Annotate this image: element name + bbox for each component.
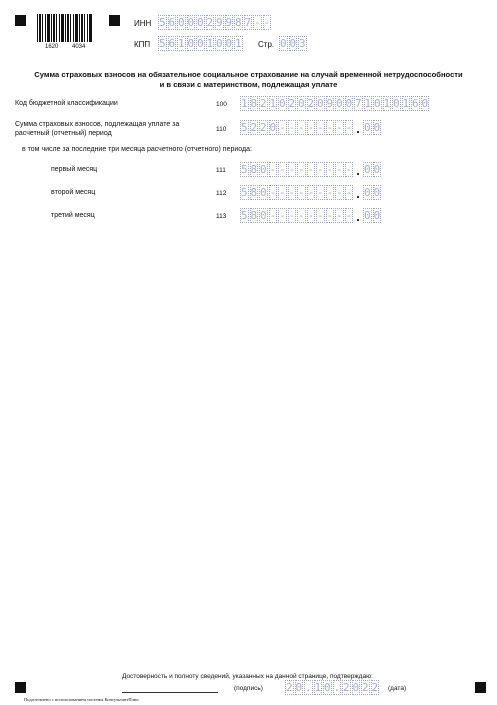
char-cell: 7 (244, 16, 252, 29)
char-cell: - (345, 186, 353, 199)
char-cell: 8 (250, 163, 258, 176)
char-cell: 0 (187, 37, 195, 50)
char-cell: 0 (323, 681, 331, 694)
month1-kopecks[interactable] (363, 162, 382, 177)
date-label: (дата) (388, 685, 407, 692)
month2-amount-field[interactable] (240, 185, 382, 200)
char-cell: - (345, 121, 353, 134)
corner-marker-top-mid (109, 15, 120, 26)
char-cell: 0 (259, 163, 267, 176)
total-rubles[interactable] (240, 120, 354, 135)
char-cell: 2 (206, 16, 214, 29)
char-cell: - (335, 163, 343, 176)
barcode (37, 14, 93, 42)
total-code: 110 (216, 126, 227, 133)
corner-marker-bottom-right (475, 682, 486, 693)
month2-kopecks[interactable] (363, 185, 382, 200)
char-cell: 2 (285, 681, 293, 694)
char-cell: - (278, 163, 286, 176)
char-cell: - (269, 163, 277, 176)
char-cell: 0 (363, 186, 371, 199)
char-cell: - (335, 186, 343, 199)
month1-code: 111 (216, 167, 226, 174)
char-cell: - (345, 163, 353, 176)
char-cell: 5 (240, 163, 248, 176)
char-cell: - (297, 209, 305, 222)
char-cell: 0 (196, 37, 204, 50)
char-cell: 9 (326, 97, 334, 110)
char-cell: 1 (402, 97, 410, 110)
month3-rubles[interactable] (240, 208, 354, 223)
char-cell: - (278, 121, 286, 134)
char-cell: 0 (269, 121, 277, 134)
total-amount-field[interactable] (240, 120, 382, 135)
month2-code: 112 (216, 190, 227, 197)
char-cell: 6 (168, 37, 176, 50)
char-cell: 0 (278, 97, 286, 110)
char-cell: - (288, 163, 296, 176)
char-cell: - (297, 186, 305, 199)
char-cell: - (326, 186, 334, 199)
char-cell: - (278, 209, 286, 222)
char-cell: - (326, 209, 334, 222)
char-cell: 5 (240, 209, 248, 222)
char-cell: 1 (206, 37, 214, 50)
month1-amount-field[interactable] (240, 162, 382, 177)
char-cell: 0 (373, 186, 381, 199)
char-cell: 2 (259, 121, 267, 134)
char-cell: 8 (250, 97, 258, 110)
kpp-field[interactable] (158, 36, 244, 51)
month3-code: 113 (216, 213, 227, 220)
kbk-label: Код бюджетной классификации (15, 100, 118, 107)
month1-label: первый месяц (51, 166, 98, 173)
char-cell: 0 (215, 37, 223, 50)
inn-label: ИНН (134, 19, 152, 28)
char-cell: 0 (316, 97, 324, 110)
char-cell: 2 (307, 97, 315, 110)
char-cell: - (278, 186, 286, 199)
char-cell: - (288, 209, 296, 222)
section-title: Сумма страховых взносов на обязательное социальное страхование на случай временной нетрудоспособности и в связи с материнством, подлежащая уплате (34, 70, 463, 89)
char-cell: 0 (297, 97, 305, 110)
char-cell: - (269, 209, 277, 222)
char-cell: - (316, 209, 324, 222)
char-cell: 1 (364, 97, 372, 110)
char-cell: 0 (335, 97, 343, 110)
month3-label: третий месяц (51, 212, 95, 219)
char-cell: 0 (363, 163, 371, 176)
decimal-point: . (356, 121, 360, 136)
page-label: Стр. (258, 40, 275, 49)
prepared-note: Подготовлено с использованием системы КонсультантПлюс (24, 697, 140, 702)
corner-marker-top-left (15, 15, 26, 26)
char-cell: 0 (196, 16, 204, 29)
char-cell: 0 (259, 186, 267, 199)
char-cell: 5 (158, 16, 166, 29)
char-cell: 0 (363, 209, 371, 222)
inn-field[interactable] (158, 15, 272, 30)
char-cell: 2 (250, 121, 258, 134)
char-cell: 2 (259, 97, 267, 110)
month3-amount-field[interactable] (240, 208, 382, 223)
char-cell: 0 (187, 16, 195, 29)
char-cell: - (269, 186, 277, 199)
barcode-number-left: 1620 (45, 44, 59, 50)
char-cell: 0 (392, 97, 400, 110)
char-cell: . (333, 681, 341, 694)
char-cell: - (288, 186, 296, 199)
date-field[interactable] (285, 680, 380, 695)
confirmation-text: Достоверность и полноту сведений, указанных на данной странице, подтверждаю: (122, 673, 373, 680)
char-cell: 7 (354, 97, 362, 110)
signature-label: (подпись) (234, 685, 263, 692)
char-cell: 8 (250, 209, 258, 222)
char-cell: - (307, 121, 315, 134)
char-cell: - (316, 163, 324, 176)
char-cell: 9 (215, 16, 223, 29)
char-cell: - (345, 209, 353, 222)
char-cell: . (304, 681, 312, 694)
month2-label: второй месяц (51, 189, 96, 196)
char-cell: 5 (240, 121, 248, 134)
char-cell: - (288, 121, 296, 134)
char-cell: 6 (411, 97, 419, 110)
total-kopecks[interactable] (363, 120, 382, 135)
char-cell: 0 (279, 37, 287, 50)
char-cell: - (326, 121, 334, 134)
char-cell: 0 (373, 209, 381, 222)
char-cell: 0 (373, 121, 381, 134)
char-cell: - (316, 186, 324, 199)
char-cell: 0 (259, 209, 267, 222)
char-cell: - (335, 121, 343, 134)
total-label-line2: расчетный (отчетный) период (15, 130, 112, 137)
total-label-line1: Сумма страховых взносов, подлежащая уплате за (15, 121, 180, 128)
month3-kopecks[interactable] (363, 208, 382, 223)
char-cell: 0 (421, 97, 429, 110)
char-cell: - (307, 163, 315, 176)
char-cell: 9 (225, 16, 233, 29)
signature-line[interactable] (122, 692, 218, 693)
char-cell: 5 (158, 37, 166, 50)
char-cell: 2 (371, 681, 379, 694)
char-cell: 2 (288, 97, 296, 110)
month2-rubles[interactable] (240, 185, 354, 200)
char-cell: - (316, 121, 324, 134)
char-cell: 2 (342, 681, 350, 694)
decimal-point: . (356, 209, 360, 224)
month1-rubles[interactable] (240, 162, 354, 177)
char-cell: - (297, 121, 305, 134)
char-cell: - (326, 163, 334, 176)
char-cell: 8 (250, 186, 258, 199)
corner-marker-bottom-left (15, 682, 26, 693)
decimal-point: . (356, 186, 360, 201)
char-cell: 1 (383, 97, 391, 110)
kpp-label: КПП (134, 40, 151, 49)
char-cell: 0 (295, 681, 303, 694)
char-cell: 0 (373, 163, 381, 176)
kbk-code: 100 (216, 101, 227, 108)
char-cell: 1 (234, 37, 242, 50)
char-cell: 0 (345, 97, 353, 110)
char-cell: 1 (240, 97, 248, 110)
char-cell: - (307, 209, 315, 222)
char-cell: - (263, 16, 271, 29)
char-cell: 0 (177, 16, 185, 29)
subheading: в том числе за последние три месяца расчетного (отчетного) периода: (22, 146, 252, 153)
char-cell: 1 (314, 681, 322, 694)
char-cell: 6 (168, 16, 176, 29)
barcode-number-right: 4034 (72, 44, 86, 50)
char-cell: 5 (240, 186, 248, 199)
char-cell: 0 (373, 97, 381, 110)
char-cell: - (335, 209, 343, 222)
char-cell: 0 (363, 121, 371, 134)
char-cell: 1 (269, 97, 277, 110)
char-cell: - (307, 186, 315, 199)
char-cell: 1 (177, 37, 185, 50)
char-cell: 3 (298, 37, 306, 50)
page-number-field[interactable] (279, 36, 308, 51)
char-cell: 0 (225, 37, 233, 50)
char-cell: 2 (361, 681, 369, 694)
char-cell: 8 (234, 16, 242, 29)
char-cell: 0 (352, 681, 360, 694)
char-cell: - (297, 163, 305, 176)
char-cell: 0 (289, 37, 297, 50)
char-cell: - (253, 16, 261, 29)
decimal-point: . (356, 163, 360, 178)
kbk-field[interactable] (240, 96, 430, 111)
